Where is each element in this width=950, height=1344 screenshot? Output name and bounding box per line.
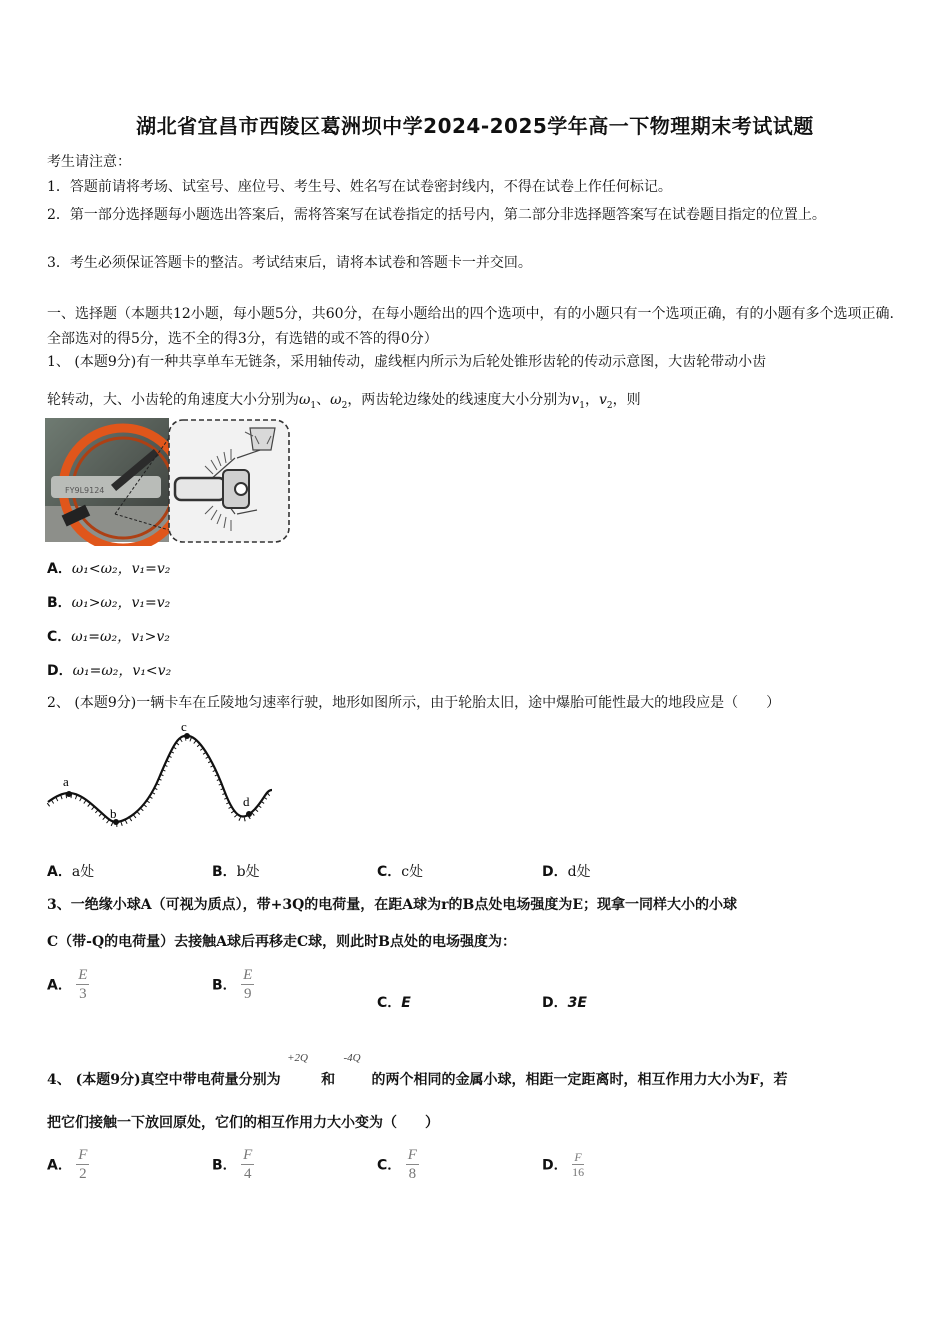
- bevel-gear-diagram: [169, 420, 289, 542]
- q2-option-b: B．b处: [212, 864, 260, 880]
- q4-option-b: B． $\frac{F}{4}$: [212, 1147, 253, 1182]
- q3-option-b: B． $\frac{E}{9}$: [212, 967, 253, 1002]
- q3-fraction-b: $\frac{E}{9}$: [243, 967, 253, 1002]
- q1-option-c: C．ω₁=ω₂，v₁>v₂: [47, 629, 170, 645]
- q2-option-d: D．d处: [542, 864, 591, 880]
- q2-stem: 2、 (本题9分)一辆卡车在丘陵地匀速率行驶，地形如图所示，由于轮胎太旧，途中爆胎可能性最大的地段应是（ ）: [47, 695, 781, 711]
- notice-heading: 考生请注意：: [47, 154, 131, 170]
- point-d-label: d: [243, 794, 250, 809]
- notice-item-2: 2．第一部分选择题每小题选出答案后，需将答案写在试卷指定的括号内，第二部分非选择题答案写在试卷题目指定的位置上。: [47, 207, 826, 223]
- q2-terrain-figure: [44, 718, 276, 830]
- notice-item-1: 1．答题前请将考场、试室号、座位号、考生号、姓名写在试卷密封线内，不得在试卷上作任何标记。: [47, 179, 672, 195]
- q4-option-d: D． $\frac{F}{16}$: [542, 1150, 585, 1179]
- notice-item-3: 3．考生必须保证答题卡的整洁。考试结束后，请将本试卷和答题卡一并交回。: [47, 255, 532, 271]
- q3-option-d: D．3E: [542, 995, 587, 1011]
- terrain-hatching: [48, 739, 272, 825]
- q1-figure: [45, 418, 291, 546]
- point-a-dot: [66, 791, 72, 797]
- q4-stem-line2: 把它们接触一下放回原处，它们的相互作用力大小变为（ ）: [47, 1115, 439, 1131]
- q4-charge-2: -4Q: [343, 1052, 361, 1064]
- bike-serial-text: FY9L9124: [65, 486, 105, 495]
- section-heading: 一、选择题（本题共12小题，每小题5分，共60分，在每小题给出的四个选项中，有的小题只有一个选项正确，有的小题有多个选项正确.全部选对的得5分，选不全的得3分，有选错的或不答的得0分）: [47, 306, 894, 347]
- point-a-label: a: [63, 774, 69, 789]
- point-c-label: c: [181, 719, 187, 734]
- q4-option-c: C． $\frac{F}{8}$: [377, 1147, 417, 1182]
- point-d-dot: [246, 811, 252, 817]
- q1-stem-line1: 1、 (本题9分)有一种共享单车无链条，采用轴传动，虚线框内所示为后轮处锥形齿轮的传动示意图，大齿轮带动小齿: [47, 354, 767, 370]
- q4-fraction-c: $\frac{F}{8}$: [407, 1147, 417, 1182]
- bike-photo: [45, 418, 183, 546]
- q1-option-a: A．ω₁<ω₂，v₁=v₂: [47, 561, 171, 577]
- q1-option-d: D．ω₁=ω₂，v₁<v₂: [47, 663, 172, 679]
- q4-fraction-b: $\frac{F}{4}$: [243, 1147, 253, 1182]
- q4-option-a: A． $\frac{F}{2}$: [47, 1147, 88, 1182]
- q3-option-c: C．E: [377, 995, 411, 1011]
- q4-charge-1: +2Q: [287, 1052, 308, 1064]
- q1-stem-line2: 轮转动，大、小齿轮的角速度大小分别为$\omega_1$、$\omega_2$，两齿轮边缘处的线速度大小分别为$v_1$，$v_2$，则: [47, 392, 641, 411]
- point-b-label: b: [110, 806, 117, 821]
- q1-option-b: B．ω₁>ω₂，v₁=v₂: [47, 595, 171, 611]
- q4-fraction-a: $\frac{F}{2}$: [78, 1147, 88, 1182]
- q3-stem-line1: 3、一绝缘小球A（可视为质点），带+3Q的电荷量，在距A球为r的B点处电场强度为E；现拿一同样大小的小球: [47, 897, 738, 913]
- q2-option-a: A．a处: [47, 864, 95, 880]
- q3-fraction-a: $\frac{E}{3}$: [78, 967, 88, 1002]
- q3-stem-line2: C（带-Q的电荷量）去接触A球后再移走C球，则此时B点处的电场强度为：: [47, 934, 516, 950]
- q2-option-c: C．c处: [377, 864, 424, 880]
- q4-fraction-d: $\frac{F}{16}$: [572, 1150, 585, 1179]
- q4-stem-line1: 4、 (本题9分)真空中带电荷量分别为 +2Q 和 -4Q 的两个相同的金属小球，相距一定距离时，相互作用力大小为F，若: [47, 1064, 787, 1090]
- page-title: 湖北省宜昌市西陵区葛洲坝中学2024-2025学年高一下物理期末考试试题: [136, 114, 814, 138]
- q3-option-a: A． $\frac{E}{3}$: [47, 967, 88, 1002]
